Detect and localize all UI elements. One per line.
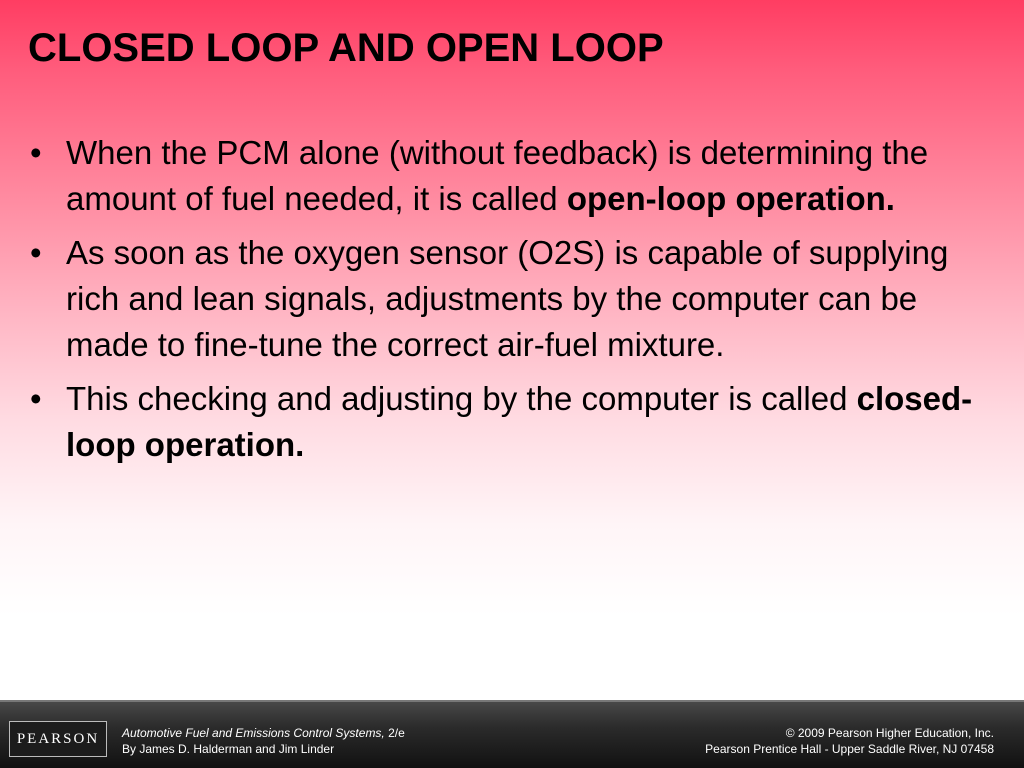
copyright-text: © 2009 Pearson Higher Education, Inc.	[785, 726, 994, 740]
bullet-text: As soon as the oxygen sensor (O2S) is capable of supplying rich and lean signals, adjustments by the computer can be made to fine-tune the correct air-fuel mixture.	[66, 234, 949, 363]
bullet-symbol: •	[30, 380, 42, 417]
bullet-item	[30, 130, 980, 222]
bullet-bold-text: open-loop operation.	[566, 180, 895, 217]
logo-text: PEARSON	[16, 730, 100, 747]
bullet-bold-text: closed-loop operation.	[66, 380, 973, 463]
bullet-text: This checking and adjusting by the computer is called	[66, 380, 857, 417]
bullet-list	[30, 130, 980, 476]
book-title-line	[122, 725, 405, 741]
slide-title: CLOSED LOOP AND OPEN LOOP	[28, 26, 664, 70]
publisher-text: Pearson Prentice Hall - Upper Saddle River, NJ 07458	[705, 742, 994, 756]
pearson-logo	[9, 721, 107, 757]
book-info	[122, 725, 405, 757]
publisher-info	[705, 725, 994, 757]
bullet-item	[30, 230, 980, 368]
book-authors: By James D. Halderman and Jim Linder	[122, 742, 335, 756]
bullet-item	[30, 376, 980, 468]
footer-divider	[0, 700, 1024, 702]
bullet-text: When the PCM alone (without feedback) is determining the amount of fuel needed, it is called	[66, 134, 929, 217]
book-title: Automotive Fuel and Emissions Control Systems,	[122, 726, 385, 740]
footer-bar	[0, 700, 1024, 768]
bullet-symbol: •	[30, 134, 42, 171]
bullet-symbol: •	[30, 234, 42, 271]
book-edition: 2/e	[384, 726, 405, 740]
